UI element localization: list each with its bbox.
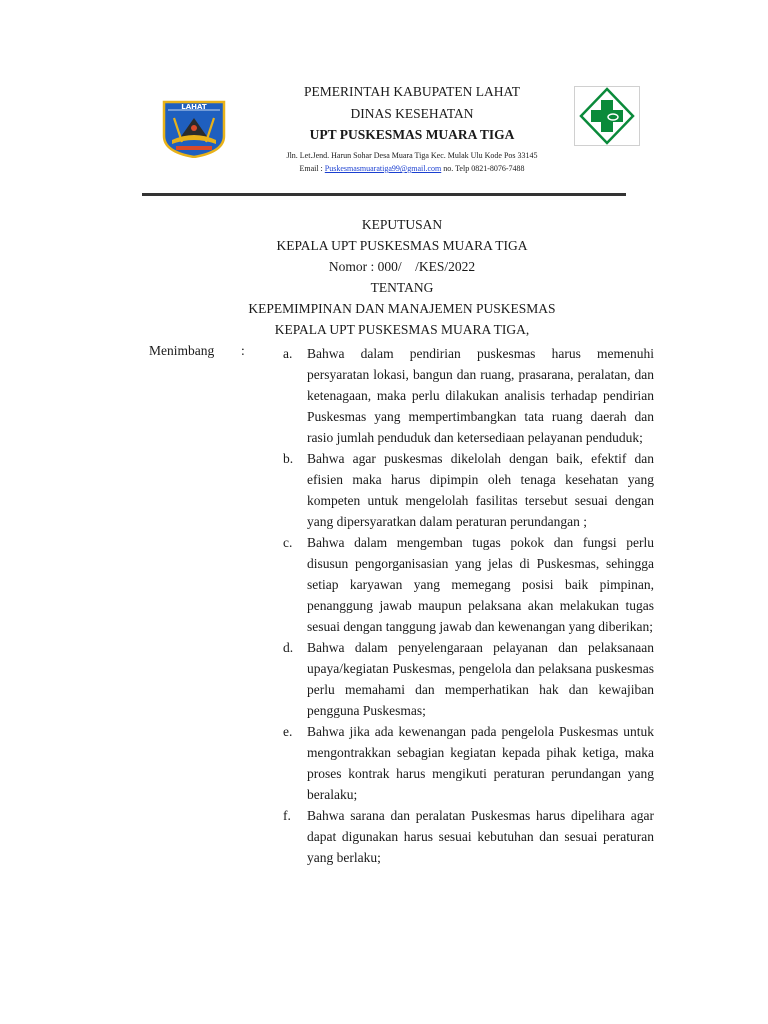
- decree-heading: KEPUTUSAN: [361, 217, 443, 232]
- email-label: Email :: [299, 164, 325, 173]
- letterhead-government: PEMERINTAH KABUPATEN LAHAT: [304, 84, 520, 99]
- considering-item-e: [280, 721, 654, 805]
- considering-item-b: [280, 448, 654, 532]
- considering-item-a: [280, 343, 654, 448]
- header-divider: [142, 193, 626, 196]
- considering-list: [280, 343, 654, 868]
- item-text: Bahwa agar puskesmas dikelolah dengan baik, efektif dan efisien maka harus dipimpin oleh tenaga kesehatan yang kompeten untuk mengelolah fasilitas tersebut sesuai dengan yang dipersyaratkan dalam peraturan perundangan ;: [307, 451, 654, 529]
- letterhead-agency: DINAS KESEHATAN: [350, 106, 474, 121]
- considering-item-d: [280, 637, 654, 721]
- letterhead-contact: [200, 164, 624, 173]
- considering-item-f: [280, 805, 654, 868]
- item-text: Bahwa sarana dan peralatan Puskesmas harus dipelihara agar dapat digunakan harus sesuai kebutuhan dan sesuai peraturan yang berlaku;: [307, 808, 654, 865]
- item-marker: d.: [283, 640, 294, 655]
- decree-subject: KEPEMIMPINAN DAN MANAJEMEN PUSKESMAS: [248, 301, 556, 316]
- item-marker: e.: [283, 724, 293, 739]
- letterhead-unit: UPT PUSKESMAS MUARA TIGA: [309, 127, 515, 142]
- item-marker: c.: [283, 535, 293, 550]
- decree-issuer: KEPALA UPT PUSKESMAS MUARA TIGA: [276, 238, 528, 253]
- phone-text: no. Telp 0821-8076-7488: [441, 164, 525, 173]
- item-text: Bahwa dalam mengemban tugas pokok dan fungsi perlu disusun pengorganisasian yang jelas di Puskesmas, sehingga setiap karyawan yang memegang posisi baik pimpinan, penanggung jawab maupun pelaksana akan melakukan tugas sesuai dengan tanggung jawab dan kewenangan yang diberikan;: [307, 535, 654, 634]
- item-text: Bahwa dalam penyelengaraan pelayanan dan pelaksanaan upaya/kegiatan Puskesmas, pengelola dan pelaksana puskesmas perlu memahami dan memperhatikan hak dan kewajiban pengguna Puskesmas;: [307, 640, 654, 718]
- item-marker: b.: [283, 451, 294, 466]
- item-text: Bahwa dalam pendirian puskesmas harus memenuhi persyaratan lokasi, bangun dan ruang, prasarana, peralatan, dan ketenagaan, maka perlu dilakukan analisis terhadap pendirian Puskesmas yang mempertimbangkan tata ruang daerah dan rasio jumlah penduduk dan ketersediaan pelayanan penduduk;: [307, 346, 654, 445]
- considering-label: Menimbang: [149, 343, 215, 358]
- decree-signatory: KEPALA UPT PUSKESMAS MUARA TIGA,: [274, 322, 530, 337]
- item-marker: f.: [283, 808, 291, 823]
- decree-number: Nomor : 000/ /KES/2022: [328, 259, 476, 274]
- logo-lahat-text: LAHAT: [181, 103, 207, 111]
- considering-colon: :: [241, 343, 245, 358]
- item-marker: a.: [283, 346, 293, 361]
- decree-about-label: TENTANG: [370, 280, 434, 295]
- item-text: Bahwa jika ada kewenangan pada pengelola Puskesmas untuk mengontrakkan sebagian kegiatan kepada pihak ketiga, maka proses kontrak harus mengikuti peraturan perundangan yang beralaku;: [307, 724, 654, 802]
- letterhead-address: Jln. Let.Jend. Harun Sohar Desa Muara Tiga Kec. Mulak Ulu Kode Pos 33145: [286, 151, 538, 160]
- considering-item-c: [280, 532, 654, 637]
- email-link[interactable]: Puskesmasmuaratiga99@gmail.com: [324, 164, 442, 173]
